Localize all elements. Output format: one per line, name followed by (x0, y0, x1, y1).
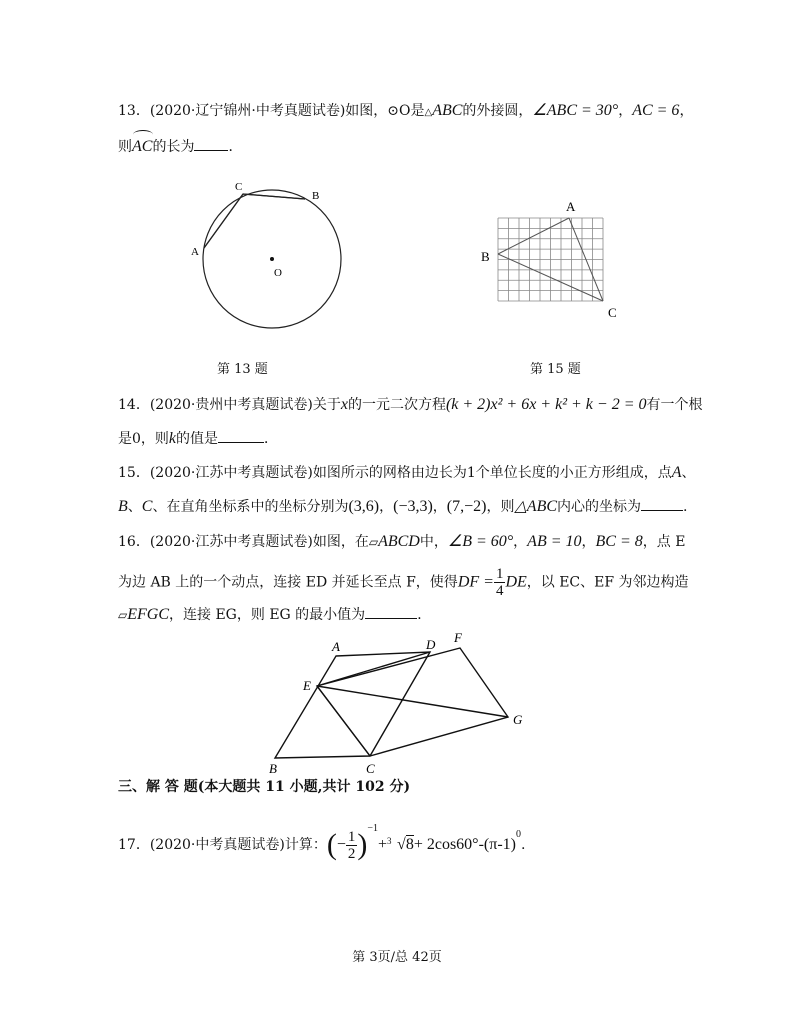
q14-line2 (118, 428, 278, 450)
q13-line1 (118, 100, 693, 124)
label-e: E (303, 678, 311, 693)
q15-answer-blank[interactable] (641, 496, 683, 511)
fraction-denominator: 2 (347, 845, 356, 862)
q15-point-c: (7,−2) (446, 498, 487, 515)
q14-source: (2020·贵州中考真题试卷) (149, 397, 313, 413)
q14-line1 (118, 394, 703, 416)
segment-ec (317, 686, 370, 756)
cube-root (387, 830, 414, 860)
fraction-one-quarter (494, 566, 506, 599)
q16-df: DF = (457, 573, 494, 591)
parallelogram-symbol: ▱ (368, 535, 379, 549)
label-c: C (366, 761, 375, 776)
q13-abc: ABC (432, 102, 463, 119)
q16-line2-a: 为边 AB 上的一个动点，连接 ED 并延长至点 F，使得 (118, 574, 458, 591)
q16-ab: AB = 10 (527, 533, 582, 550)
page-footer: 第 3页/总 42页 (352, 950, 442, 965)
arc-mark (133, 130, 153, 139)
label-b: B (312, 190, 320, 202)
q15-point-a: (3,6) (348, 498, 380, 515)
q15-point-b: (−3,3) (393, 498, 433, 515)
q16-text-b: 中， (419, 534, 448, 550)
q15-line2: B、C、在直角坐标系中的坐标分别为(3,6)，(−3,3)，(7,−2)，则△ABC内心的坐标为 . (118, 498, 688, 515)
q15-source: (2020·江苏中考真题试卷) (149, 465, 313, 481)
q16-source: (2020·江苏中考真题试卷) (149, 534, 313, 550)
q16-period: ． (417, 607, 432, 623)
figure-15 (475, 196, 635, 326)
fraction-one-half (346, 829, 358, 862)
q14-line2-a: 是0，则 (118, 431, 169, 447)
label-a: A (332, 639, 340, 654)
label-b: B (269, 761, 277, 776)
label-b: B (481, 249, 490, 264)
q17-plus: + (378, 836, 388, 853)
q14-x: x (340, 396, 348, 413)
label-a: A (566, 199, 576, 214)
right-paren: ) (357, 828, 368, 861)
chords-ac-cb (204, 194, 305, 248)
radical-icon: √ (397, 836, 406, 853)
q17-number: 17． (118, 837, 150, 853)
q16-text-a: 如图，在 (312, 534, 369, 550)
parallelogram-abcd (275, 652, 430, 758)
q13-sep: ， (618, 103, 633, 119)
grid (498, 218, 603, 301)
q16-line1: 16．(2020·江苏中考真题试卷)如图，在▱ABCD中，∠B = 60°，AB = 10，BC = 8，点 E (118, 533, 686, 550)
q15-triangle: △ABC (514, 498, 558, 515)
figure-13 (185, 178, 355, 348)
q15-period: . (683, 499, 688, 515)
label-d: D (426, 637, 436, 652)
root-index: 3 (387, 836, 392, 846)
q13-line2 (118, 136, 242, 158)
q15-comma: 、 (681, 465, 696, 481)
q16-line3 (118, 604, 431, 626)
q14-text-c: 有一个根 (646, 397, 703, 413)
q16-text-c: ，点 E (642, 534, 686, 550)
q14-answer-blank[interactable] (218, 428, 264, 443)
q16-abcd: ABCD (378, 533, 420, 550)
q13-line2-b: 的长为 (152, 139, 195, 155)
q15-text-b: 、在直角坐标系中的坐标分别为 (152, 499, 349, 515)
q15-a: A (671, 464, 682, 481)
q13-angle: ∠ABC = 30° (532, 102, 619, 119)
label-o: O (274, 267, 282, 279)
q13-source: (2020·辽宁锦州·中考真题试卷) (149, 103, 346, 119)
q16-line3-b: ，连接 EG，则 EG 的最小值为 (169, 607, 366, 623)
parallelogram-symbol-2: ▱ (118, 608, 128, 622)
label-f: F (454, 630, 462, 645)
caption-15: 第 15 题 (530, 362, 581, 377)
segment-eg (317, 686, 508, 717)
q14-line2-b: 的值是 (176, 431, 219, 447)
chord-ac (204, 194, 243, 248)
q16-bc: BC = 8 (595, 533, 643, 550)
q16-efgc: EFGC (127, 606, 170, 623)
q14-text-a: 关于 (312, 397, 341, 413)
q13-text: 如图，⊙O是 (345, 103, 425, 119)
q14-equation: (k + 2)x² + 6x + k² + k − 2 = 0 (445, 396, 647, 413)
fraction-numerator: 1 (347, 828, 356, 845)
left-paren: ( (326, 828, 337, 861)
q15-line1 (118, 462, 696, 484)
q17-rest: + 2cos60°-(π-1) (413, 836, 516, 853)
q17-line (118, 814, 525, 862)
fraction-denominator: 4 (495, 583, 504, 599)
label-c: C (235, 181, 243, 193)
q14-text-b: 的一元二次方程 (347, 397, 446, 413)
q13-answer-blank[interactable] (194, 136, 228, 151)
q13-line2-a: 则 (118, 139, 132, 155)
q13-arc (132, 136, 152, 158)
q14-period: ． (264, 431, 279, 447)
label-g: G (513, 712, 523, 727)
q13-end: ， (679, 103, 694, 119)
q15-b: B (118, 498, 128, 515)
q17-source: (2020·中考真题试卷) (149, 837, 285, 853)
section-heading: 三、解 答 题(本大题共 11 小题,共计 102 分) (118, 779, 411, 795)
q13-arc-text: AC (132, 138, 153, 155)
q17-text-a: 计算： (284, 837, 327, 853)
q15-number: 15． (118, 465, 150, 481)
q16-number: 16． (118, 534, 150, 550)
q16-line2 (118, 566, 689, 599)
triangle-symbol: △ (424, 107, 433, 118)
q16-angle: ∠B = 60° (447, 533, 514, 550)
q13-number: 13． (118, 103, 150, 119)
q17-minus: − (336, 836, 346, 853)
q15-text-a: 如图所示的网格由边长为1个单位长度的小正方形组成，点 (312, 465, 672, 481)
q15-comma-2: 、 (127, 499, 142, 515)
q14-k: k (168, 430, 177, 447)
q15-text-d: 内心的坐标为 (557, 499, 642, 515)
q15-text-c: ，则 (486, 499, 515, 515)
q17-exponent: −1 (367, 823, 379, 834)
q13-period: ． (228, 139, 243, 155)
q16-answer-blank[interactable] (365, 604, 417, 619)
figure-16 (262, 628, 532, 778)
q14-number: 14． (118, 397, 150, 413)
q13-text-b: 的外接圆， (462, 103, 533, 119)
q17-exponent-zero: 0 (515, 829, 521, 840)
q17-period: . (520, 837, 526, 853)
center-point (270, 257, 274, 261)
caption-13: 第 13 题 (217, 362, 268, 377)
label-a: A (191, 246, 199, 258)
q16-line2-b: ，以 EC、EF 为邻边构造 (526, 574, 689, 591)
q15-c: C (141, 498, 153, 515)
fraction-numerator: 1 (495, 566, 504, 582)
label-c: C (608, 305, 617, 320)
q13-ac: AC = 6 (632, 102, 680, 119)
q16-de: DE (505, 573, 527, 591)
root-body: 8 (405, 836, 414, 853)
